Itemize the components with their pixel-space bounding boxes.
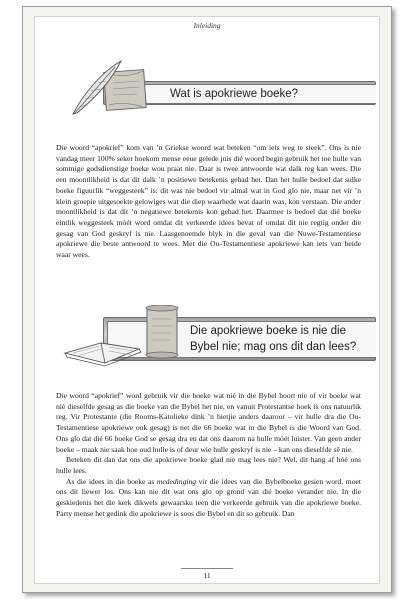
- section-2-paragraph-2: Beteken dit dan dat ons die apokriewe boeke glad nie mag lees nie? Wel, dit hang af hóé ons hulle lees.: [56, 455, 361, 475]
- quill-parchment-icon: [43, 59, 163, 119]
- page-number: 11: [35, 571, 379, 580]
- emphasized-word: mededinging: [156, 476, 197, 486]
- section-1-body: [56, 143, 361, 261]
- section-2-paragraph-3: [56, 477, 361, 520]
- page-frame: [22, 6, 392, 593]
- running-head: Inleiding: [193, 21, 221, 30]
- open-book-scroll-icon: [43, 305, 193, 367]
- paragraph-3-start: As die idees in die boeke as: [66, 476, 157, 486]
- section-1-paragraph: Die woord “apokrief” kom van ’n Griekse woord wat beteken “om iets weg te steek”. Ons is nie vandag meer 100% seker hoekom mense eeue gelede juis dié woord begin gebruik het toe hulle van sommige godsdienstige boeke wou praat nie. Daar is twee antwoorde wat dalk reg kan wees. Die een moontlikheid is dat dit dalk ’n positiewe betekenis gehad het. Dan het hulle bedoel dat sulke boeke figuurlik “weggesteek” is: dit was nie bedoel vir almal wat in God glo nie, maar net vir ’n klein groepie uitgesoekte gelowiges wat die diep waarhede wat daarin was, kon verstaan. Die ander moontlikheid is dat dit ’n negatiewe betekenis kon gehad het. Daarmee is bedoel dat dié boeke eintlik weggesteek móét word omdat dit verkeerde idees bevat of omdat dit nie regtig onder die gesag van God geskryf is nie. Laasgenoemde blyk in die geval van die Nuwe-Testamentiese apokriewe die beste antwoord te wees. Met die Ou-Testamentiese apokriewe kan iets van beide waar wees.: [56, 143, 361, 260]
- section-heading-banner-1: [43, 59, 376, 115]
- paragraph-3-rest: vir die idees van die Bybelboeke gesien word, moet ons dit liewer los. Ons kan nie dit wat ons glo op grond van dié boeke verander nie. In die geskiedenis het die kerk dikwels gewaarsku teen die verkeerde gebruik van die apokriewe boeke. Party mense het gedink die apokriewe is soos die Bybel en dit so gebruik. Dan: [56, 476, 361, 518]
- section-heading-1: Wat is apokriewe boeke?: [107, 84, 376, 104]
- section-2-paragraph-1: Die woord “apokrief” word gebruik vir die boeke wat nié in die Bybel hoort nie of vir boeke wat nié dieselfde gesag as die boeke van die Bybel het nie, en vanuit Protestantse hoek is ons natuurlik reg. Vir Protestante (die Rooms-Katolieke dink ’n bietjie anders daaroor – vir hulle dra die Ou-Testamentiese apokriewe ook gesag) is net die 66 boeke wat in die Bybel is die Woord van God. Ons glo dat dié 66 boeke God se gesag dra en dat ons daarom na hulle móét luister. Van geen ander boeke – maak nie saak hoe oud hulle is of deur wie hulle geskryf is nie – kan ons dieselfde sê nie.: [56, 391, 361, 454]
- section-heading-banner-2: [43, 305, 376, 365]
- book-page: [34, 16, 380, 584]
- section-2-body: [56, 391, 361, 519]
- section-heading-2-line-1: Die apokriewe boeke is nie die: [190, 325, 346, 337]
- section-heading-2-line-2: Bybel nie; mag ons dit dan lees?: [190, 341, 357, 353]
